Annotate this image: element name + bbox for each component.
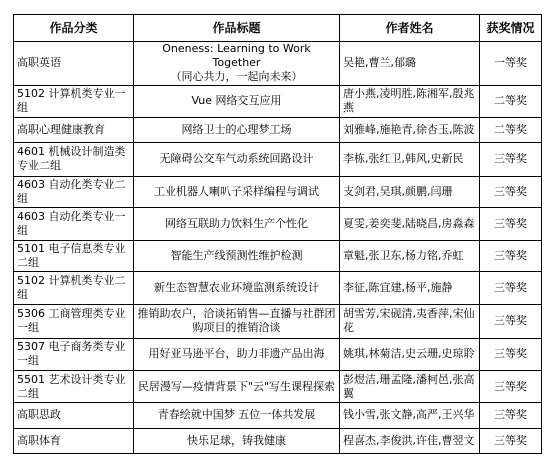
authors-cell: 夏雯,姜奕斐,陆晓昌,房淼森 bbox=[340, 207, 480, 240]
category-cell: 高职心理健康教育 bbox=[14, 117, 134, 142]
category-cell: 5306 工商管理类专业一组 bbox=[14, 305, 134, 338]
table-row bbox=[14, 176, 542, 207]
authors-cell: 钱小雪,张文静,高严,王兴华 bbox=[340, 403, 480, 428]
title-cell: 推销助农户，洽谈拓销售—直播与社群团购项目的推销洽谈 bbox=[134, 305, 340, 338]
award-cell: 三等奖 bbox=[480, 143, 542, 176]
category-cell: 5101 电子信息类专业二组 bbox=[14, 241, 134, 271]
table-row bbox=[14, 370, 542, 402]
authors-cell: 李征,陈宜建,杨平,施静 bbox=[340, 271, 480, 304]
header-category: 作品分类 bbox=[14, 15, 134, 42]
table-row bbox=[14, 85, 542, 117]
authors-cell: 李栋,张红卫,韩风,史新民 bbox=[340, 143, 480, 176]
title-cell: 青春绘就中国梦 五位一体共发展 bbox=[134, 403, 340, 428]
header-row bbox=[14, 15, 542, 42]
authors-cell: 彭煜洁,珊孟隆,潘柯邑,张高翼 bbox=[340, 370, 480, 402]
category-cell: 高职体育 bbox=[14, 428, 134, 453]
table-row bbox=[14, 305, 542, 338]
authors-cell: 唐小燕,凌明胜,陈湘军,殷兆燕 bbox=[340, 85, 480, 117]
authors-cell: 吴艳,曹兰,郁璐 bbox=[340, 42, 480, 86]
title-cell: 网络卫士的心理梦工场 bbox=[134, 117, 340, 142]
authors-cell: 支剑君,吴琪,颜鹏,闫珊 bbox=[340, 176, 480, 207]
award-cell: 三等奖 bbox=[480, 370, 542, 402]
table-row bbox=[14, 271, 542, 304]
awards-table bbox=[13, 14, 542, 454]
category-cell: 4601 机械设计制造类专业二组 bbox=[14, 143, 134, 176]
category-cell: 高职英语 bbox=[14, 42, 134, 86]
award-cell: 三等奖 bbox=[480, 428, 542, 453]
category-cell: 5102 计算机类专业一组 bbox=[14, 85, 134, 117]
title-cell: 工业机器人喇叭子采样编程与调试 bbox=[134, 176, 340, 207]
table-row bbox=[14, 428, 542, 453]
table-row bbox=[14, 241, 542, 271]
award-cell: 三等奖 bbox=[480, 207, 542, 240]
category-cell: 4603 自动化类专业二组 bbox=[14, 176, 134, 207]
title-cell: 网络互联助力饮料生产个性化 bbox=[134, 207, 340, 240]
category-cell: 5307 电子商务类专业一组 bbox=[14, 338, 134, 370]
table-row bbox=[14, 42, 542, 86]
award-cell: 三等奖 bbox=[480, 271, 542, 304]
award-cell: 三等奖 bbox=[480, 305, 542, 338]
title-cell: 民居漫写—疫情背景下"云"写生课程探索 bbox=[134, 370, 340, 402]
table-row bbox=[14, 207, 542, 240]
header-title: 作品标题 bbox=[134, 15, 340, 42]
title-cell: 无障碍公交车气动系统回路设计 bbox=[134, 143, 340, 176]
award-cell: 三等奖 bbox=[480, 241, 542, 271]
award-cell: 二等奖 bbox=[480, 85, 542, 117]
table-row bbox=[14, 143, 542, 176]
category-cell: 5102 计算机类专业二组 bbox=[14, 271, 134, 304]
title-cell: 快乐足球，铸我健康 bbox=[134, 428, 340, 453]
authors-cell: 姚琪,林菊洁,史云珊,史琼聆 bbox=[340, 338, 480, 370]
header-award: 获奖情况 bbox=[480, 15, 542, 42]
award-cell: 一等奖 bbox=[480, 42, 542, 86]
title-cell: Vue 网络交互应用 bbox=[134, 85, 340, 117]
award-cell: 三等奖 bbox=[480, 403, 542, 428]
table-row bbox=[14, 117, 542, 142]
authors-cell: 程喜杰,李俊洪,许佳,曹翌文 bbox=[340, 428, 480, 453]
category-cell: 5501 艺术设计类专业二组 bbox=[14, 370, 134, 402]
category-cell: 4603 自动化类专业一组 bbox=[14, 207, 134, 240]
title-cell: 新生态智慧农业环境监测系统设计 bbox=[134, 271, 340, 304]
table-row bbox=[14, 403, 542, 428]
title-cell: 智能生产线预测性维护检测 bbox=[134, 241, 340, 271]
authors-cell: 胡雪芳,宋砚清,夷香萍,宋仙花 bbox=[340, 305, 480, 338]
title-cell: Oneness: Learning to Work Together （同心共力，一起向未来） bbox=[134, 42, 340, 86]
title-cell: 用好亚马逊平台，助力非遗产品出海 bbox=[134, 338, 340, 370]
award-cell: 三等奖 bbox=[480, 176, 542, 207]
award-cell: 二等奖 bbox=[480, 117, 542, 142]
table-body bbox=[14, 42, 542, 454]
authors-cell: 章魁,张卫东,杨力铭,乔虹 bbox=[340, 241, 480, 271]
authors-cell: 刘雅峰,施艳青,徐杏玉,陈波 bbox=[340, 117, 480, 142]
header-authors: 作者姓名 bbox=[340, 15, 480, 42]
category-cell: 高职思政 bbox=[14, 403, 134, 428]
table-row bbox=[14, 338, 542, 370]
award-cell: 三等奖 bbox=[480, 338, 542, 370]
